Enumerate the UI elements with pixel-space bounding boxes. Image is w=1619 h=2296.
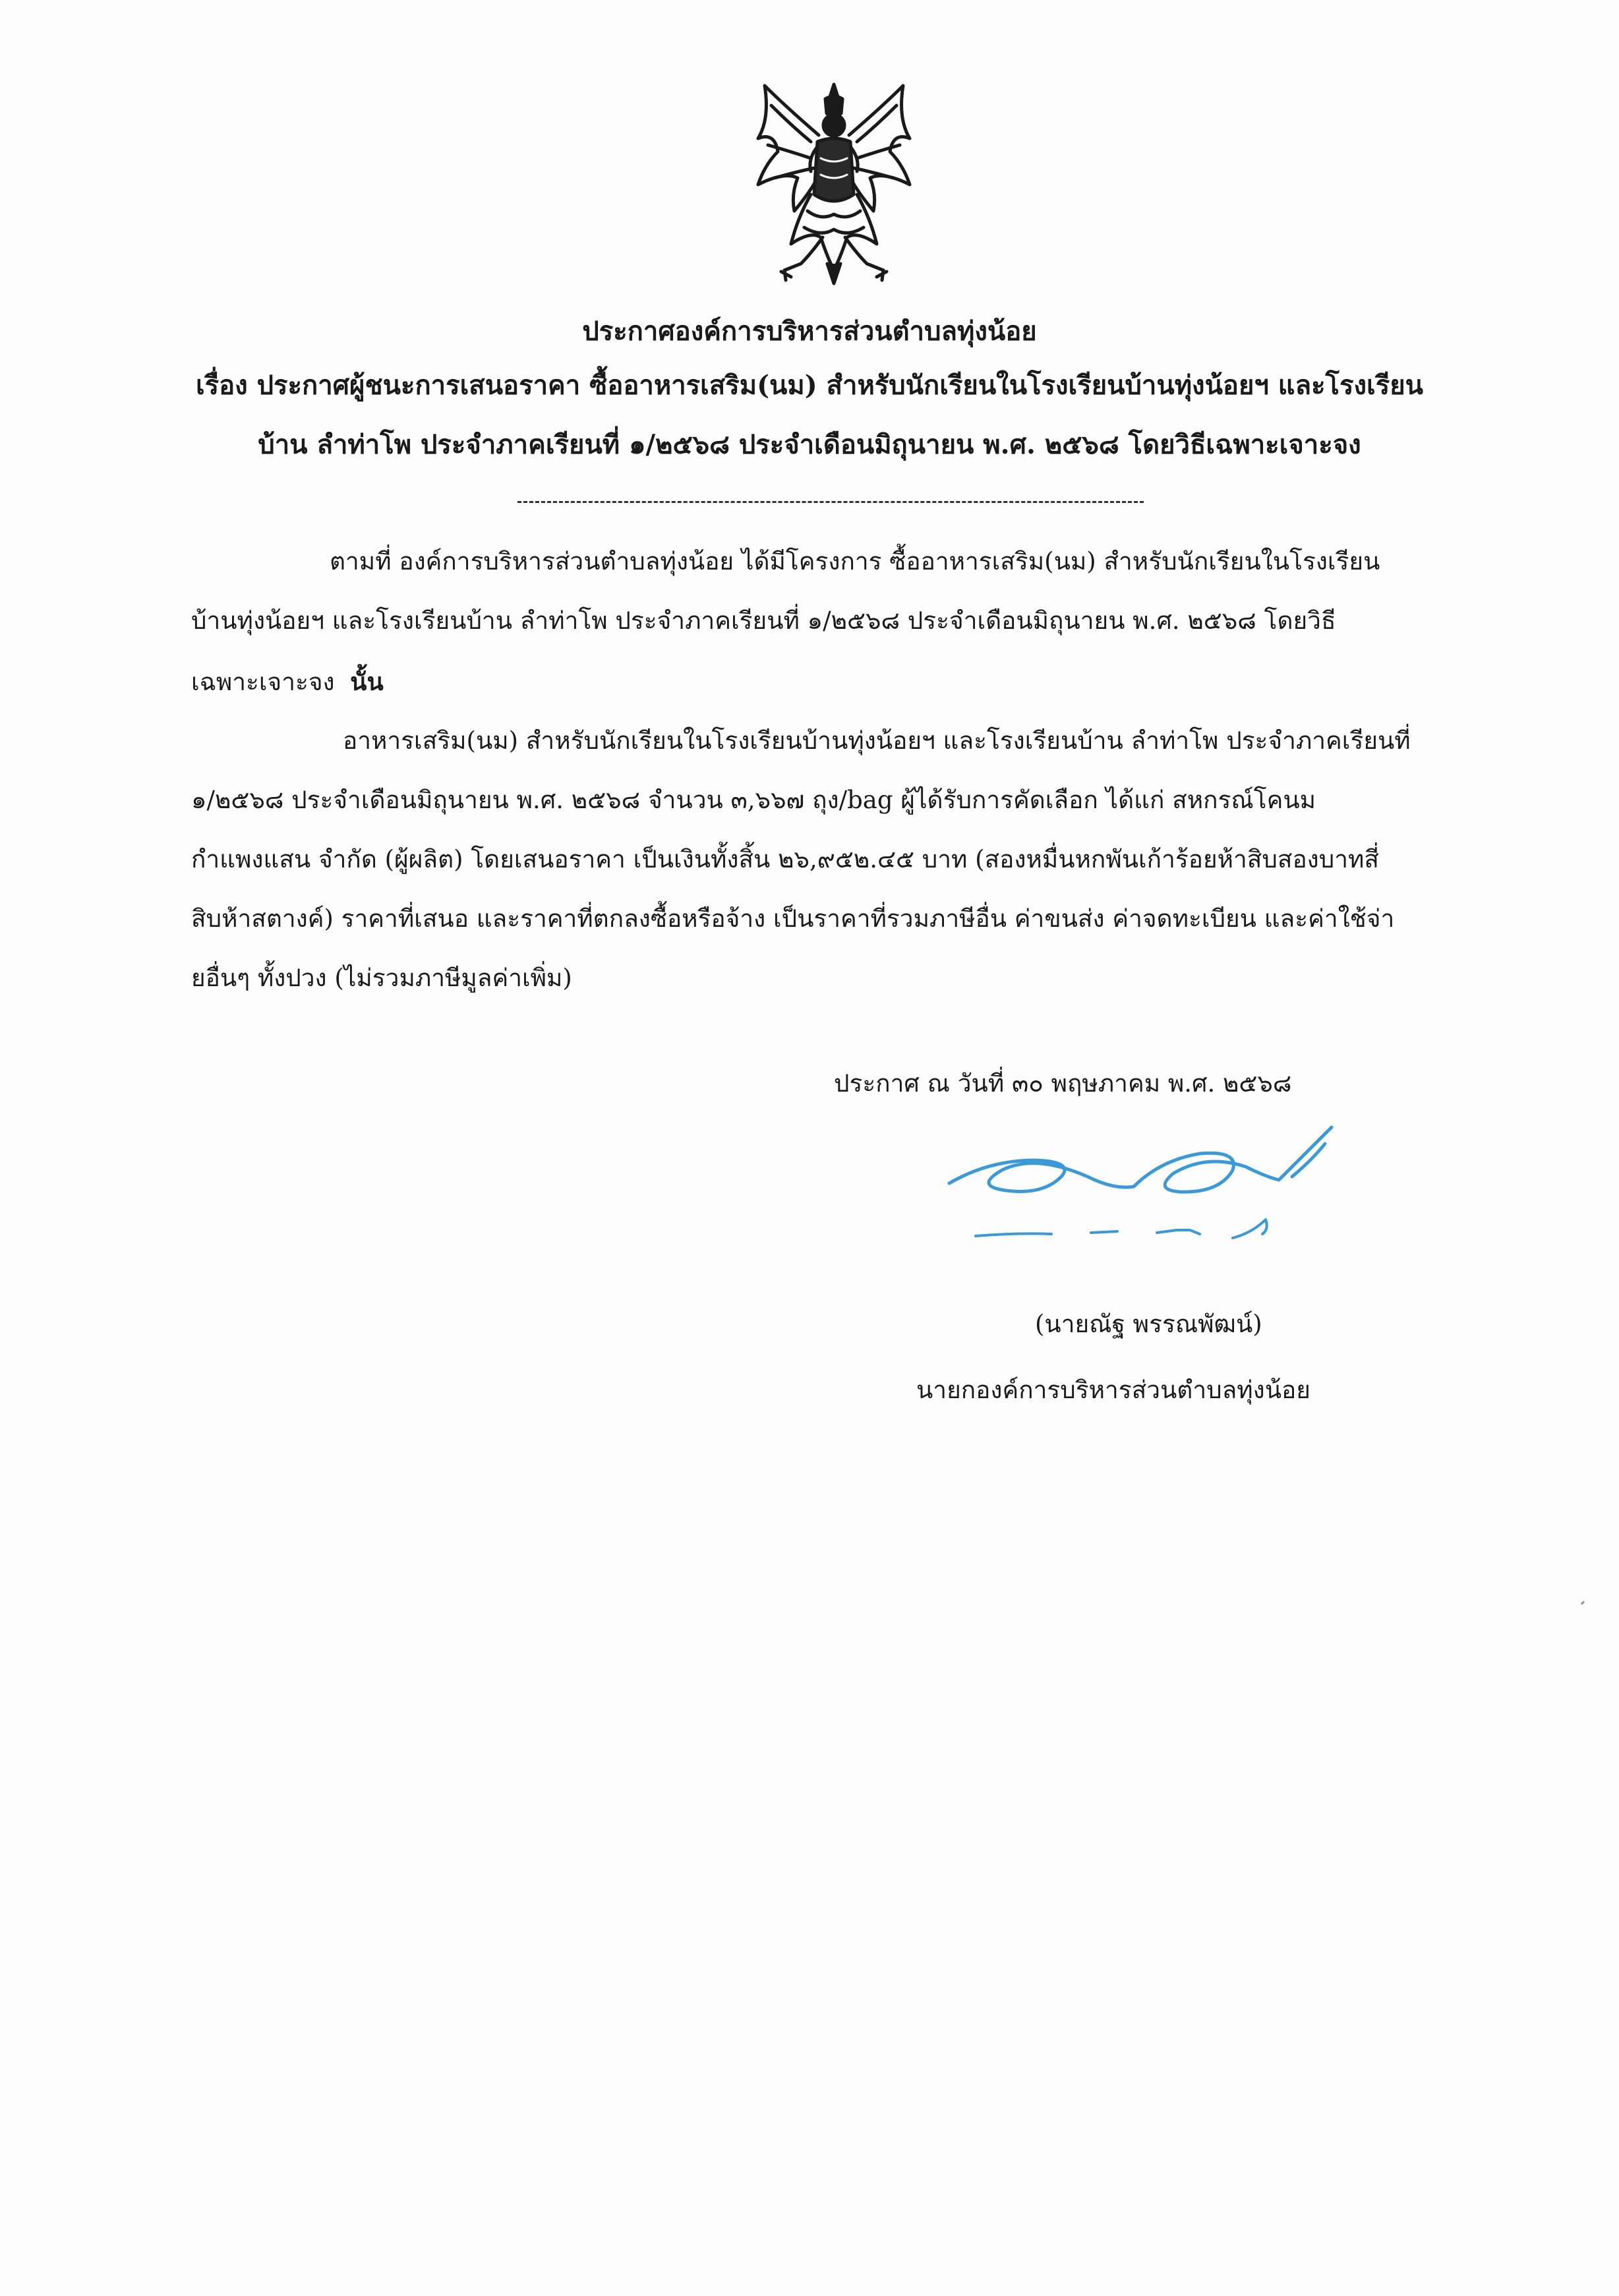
announcement-date: ประกาศ ณ วันที่ ๓๐ พฤษภาคม พ.ศ. ๒๕๖๘: [834, 1069, 1292, 1098]
handwritten-signature: [936, 1114, 1384, 1246]
paragraph1-line3-text: เฉพาะเจาะจง: [191, 668, 335, 696]
paragraph1-line1: ตามที่ องค์การบริหารส่วนตำบลทุ่งน้อย ได้มีโครงการ ซื้ออาหารเสริม(นม) สำหรับนักเรียนในโรงเรียน: [330, 547, 1380, 575]
paragraph2-line1: อาหารเสริม(นม) สำหรับนักเรียนในโรงเรียนบ้านทุ่งน้อยฯ และโรงเรียนบ้าน ลำท่าโพ ประจำภาคเรียนที่: [343, 726, 1411, 755]
paragraph1-line3-bold: นั้น: [350, 667, 384, 696]
paragraph2-line2: ๑/๒๕๖๘ ประจำเดือนมิถุนายน พ.ศ. ๒๕๖๘ จำนวน ๓,๖๖๗ ถุง/bag ผู้ได้รับการคัดเลือก ได้แก่ สหกรณ์โคนม: [191, 786, 1316, 814]
signer-title: นายกองค์การบริหารส่วนตำบลทุ่งน้อย: [916, 1376, 1310, 1404]
dashed-divider: [517, 501, 1144, 503]
paragraph2-line3: กำแพงแสน จำกัด (ผู้ผลิต) โดยเสนอราคา เป็นเงินทั้งสิ้น ๒๖,๙๕๒.๔๕ บาท (สองหมื่นหกพันเก้าร้อยห้าสิบสองบาทสี่: [191, 845, 1379, 873]
signer-name: (นายณัฐ พรรณพัฒน์): [1035, 1310, 1262, 1338]
scan-speck: [1581, 1601, 1585, 1604]
announcement-subject-line2: บ้าน ลำท่าโพ ประจำภาคเรียนที่ ๑/๒๕๖๘ ประจำเดือนมิถุนายน พ.ศ. ๒๕๖๘ โดยวิธีเฉพาะเจาะจง: [258, 429, 1361, 460]
announcement-organization: ประกาศองค์การบริหารส่วนตำบลทุ่งน้อย: [582, 316, 1037, 347]
paragraph1-line2: บ้านทุ่งน้อยฯ และโรงเรียนบ้าน ลำท่าโพ ประจำภาคเรียนที่ ๑/๒๕๖๘ ประจำเดือนมิถุนายน พ.ศ. ๒๕๖๘ โดยวิธี: [191, 606, 1336, 635]
announcement-subject-line1: เรื่อง ประกาศผู้ชนะการเสนอราคา ซื้ออาหารเสริม(นม) สำหรับนักเรียนในโรงเรียนบ้านทุ่งน้อยฯ และโรงเรียน: [195, 370, 1423, 401]
paragraph2-line4: สิบห้าสตางค์) ราคาที่เสนอ และราคาที่ตกลงซื้อหรือจ้าง เป็นราคาที่รวมภาษีอื่น ค่าขนส่ง ค่าจดทะเบียน และค่าใช้จ่า: [191, 904, 1395, 933]
garuda-emblem-icon: [745, 79, 923, 290]
paragraph1-line3: [191, 666, 384, 698]
paragraph2-line5: ยอื่นๆ ทั้งปวง (ไม่รวมภาษีมูลค่าเพิ่ม): [191, 964, 572, 992]
